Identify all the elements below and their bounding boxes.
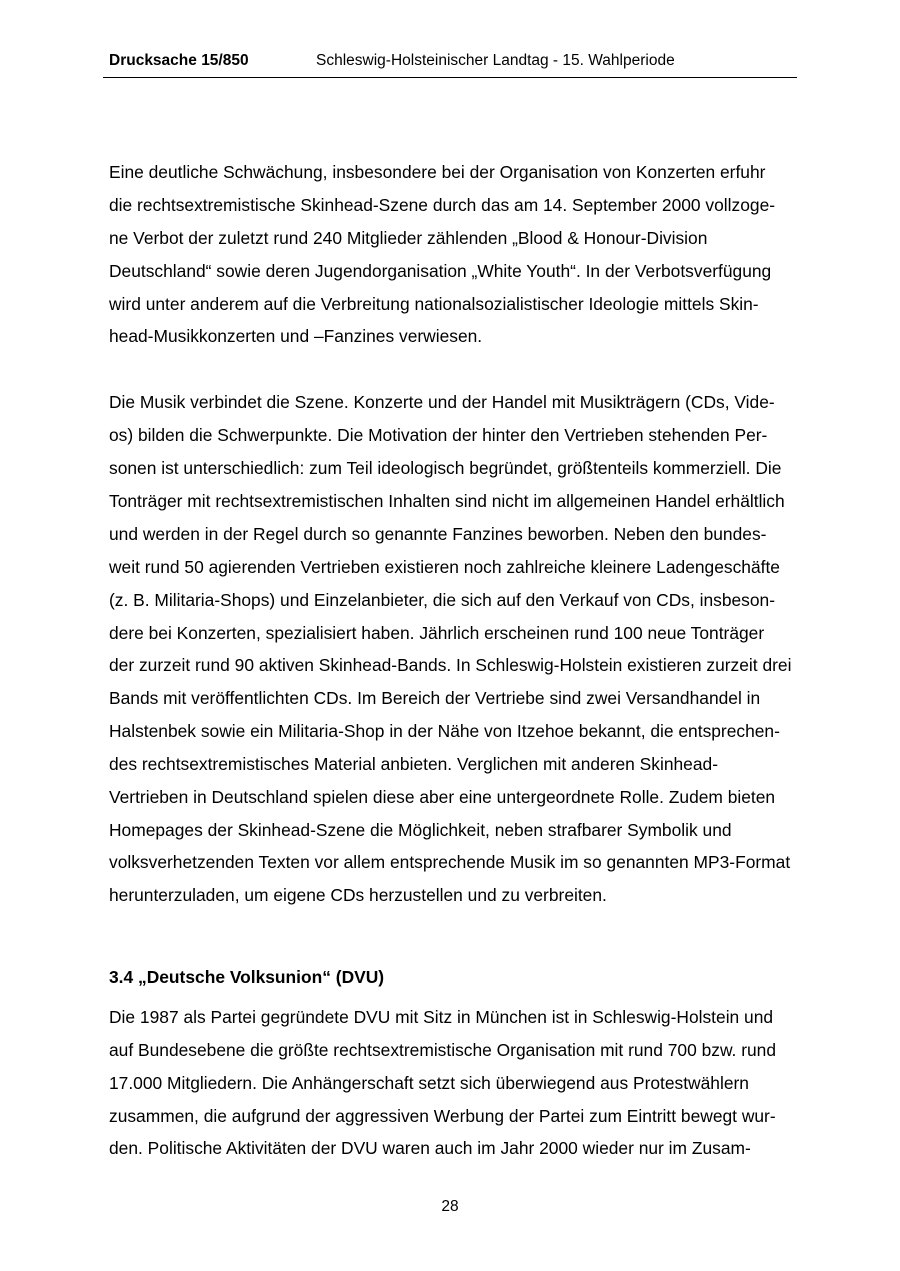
paragraph-2-line-9: der zurzeit rund 90 aktiven Skinhead-Bands. In Schleswig-Holstein existieren zurzeit drei bbox=[109, 655, 792, 675]
paragraph-2-line-14: Homepages der Skinhead-Szene die Möglichkeit, neben strafbarer Symbolik und bbox=[109, 820, 732, 840]
paragraph-1-line-1: Eine deutliche Schwächung, insbesondere bei der Organisation von Konzerten erfuhr bbox=[109, 162, 766, 182]
paragraph-2-line-11: Halstenbek sowie ein Militaria-Shop in der Nähe von Itzehoe bekannt, die entsprechen- bbox=[109, 721, 780, 741]
section-line-3: 17.000 Mitgliedern. Die Anhängerschaft setzt sich überwiegend aus Protestwählern bbox=[109, 1073, 749, 1093]
paragraph-1-line-3: ne Verbot der zuletzt rund 240 Mitglieder zählenden „Blood & Honour-Division bbox=[109, 228, 708, 248]
paragraph-2-line-5: und werden in der Regel durch so genannte Fanzines beworben. Neben den bundes- bbox=[109, 524, 767, 544]
paragraph-2-line-1: Die Musik verbindet die Szene. Konzerte und der Handel mit Musikträgern (CDs, Vide- bbox=[109, 392, 775, 412]
paragraph-2-line-6: weit rund 50 agierenden Vertrieben existieren noch zahlreiche kleinere Ladengeschäfte bbox=[109, 557, 780, 577]
paragraph-1-line-2: die rechtsextremistische Skinhead-Szene durch das am 14. September 2000 vollzoge- bbox=[109, 195, 776, 215]
paragraph-2-line-12: des rechtsextremistisches Material anbieten. Verglichen mit anderen Skinhead- bbox=[109, 754, 718, 774]
paragraph-2-line-8: dere bei Konzerten, spezialisiert haben. Jährlich erscheinen rund 100 neue Tonträger bbox=[109, 623, 765, 643]
page-header bbox=[103, 52, 797, 78]
section-line-1: Die 1987 als Partei gegründete DVU mit Sitz in München ist in Schleswig-Holstein und bbox=[109, 1007, 774, 1027]
paragraph-2-line-16: herunterzuladen, um eigene CDs herzustellen und zu verbreiten. bbox=[109, 885, 607, 905]
document-number: Drucksache 15/850 bbox=[109, 52, 249, 69]
paragraph-1-line-5: wird unter anderem auf die Verbreitung nationalsozialistischer Ideologie mittels Skin- bbox=[109, 294, 759, 314]
document-title: Schleswig-Holsteinischer Landtag - 15. Wahlperiode bbox=[316, 52, 675, 69]
section-heading: 3.4 „Deutsche Volksunion“ (DVU) bbox=[109, 967, 385, 987]
paragraph-2-line-7: (z. B. Militaria-Shops) und Einzelanbieter, die sich auf den Verkauf von CDs, insbeson- bbox=[109, 590, 776, 610]
paragraph-1-line-4: Deutschland“ sowie deren Jugendorganisation „White Youth“. In der Verbotsverfügung bbox=[109, 261, 772, 281]
page-number: 28 bbox=[441, 1198, 459, 1215]
paragraph-2-line-4: Tonträger mit rechtsextremistischen Inhalten sind nicht im allgemeinen Handel erhältlich bbox=[109, 491, 785, 511]
paragraph-2-line-13: Vertrieben in Deutschland spielen diese aber eine untergeordnete Rolle. Zudem bieten bbox=[109, 787, 776, 807]
section-line-5: den. Politische Aktivitäten der DVU waren auch im Jahr 2000 wieder nur im Zusam- bbox=[109, 1138, 751, 1158]
paragraph-1-line-6: head-Musikkonzerten und –Fanzines verwiesen. bbox=[109, 326, 483, 346]
section-line-4: zusammen, die aufgrund der aggressiven Werbung der Partei zum Eintritt bewegt wur- bbox=[109, 1106, 776, 1126]
section-line-2: auf Bundesebene die größte rechtsextremistische Organisation mit rund 700 bzw. rund bbox=[109, 1040, 777, 1060]
paragraph-2-line-15: volksverhetzenden Texten vor allem entsprechende Musik im so genannten MP3-Format bbox=[109, 852, 791, 872]
paragraph-2-line-2: os) bilden die Schwerpunkte. Die Motivation der hinter den Vertrieben stehenden Per- bbox=[109, 425, 768, 445]
paragraph-2-line-3: sonen ist unterschiedlich: zum Teil ideologisch begründet, größtenteils kommerziell. Die bbox=[109, 458, 782, 478]
paragraph-2-line-10: Bands mit veröffentlichten CDs. Im Bereich der Vertriebe sind zwei Versandhandel in bbox=[109, 688, 761, 708]
